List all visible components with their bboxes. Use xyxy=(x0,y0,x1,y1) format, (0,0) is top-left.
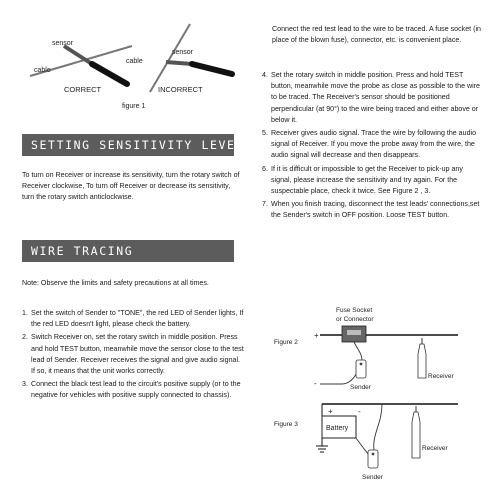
step-text: When you finish tracing, disconnect the test leads' connections,set the Sender's switch in OFF position. Loose TEST button. xyxy=(271,200,480,220)
step-text: Set the rotary switch in middle position. Press and hold TEST button, meanwhile move the probe as close as possible to the wire to be traced. The Receiver's sensor should be positioned perpendicular (at 90°) to the wire being traced and either above or below it. xyxy=(271,71,480,124)
step-number: 2. xyxy=(22,333,28,342)
fig2-plus: + xyxy=(314,331,319,340)
steps-right xyxy=(262,70,480,222)
connector-label: or Connector xyxy=(336,316,374,323)
figure-3-label: Figure 3 xyxy=(274,421,298,428)
step-item xyxy=(22,308,244,330)
step-number: 3. xyxy=(22,380,28,389)
figure-1 xyxy=(22,18,244,118)
correct-sensor-label: sensor xyxy=(52,40,74,47)
sensitivity-heading: SETTING SENSITIVITY LEVEL xyxy=(22,134,234,156)
step-text: If it is difficult or impossible to get the Receiver to pick-up any signal, please increase the sensitivity and try again. For the suspectable place, check it twice. See Figure 2 , 3. xyxy=(271,164,463,196)
right-intro: Connect the red test lead to the wire to be traced. A fuse socket (in place of the blown fuse), connector, etc. is convenient place. xyxy=(272,25,481,45)
correct-caption: CORRECT xyxy=(64,85,102,94)
fig3-minus: - xyxy=(358,407,361,416)
incorrect-cable-label: cable xyxy=(126,58,143,65)
step-number: 7. xyxy=(262,200,268,209)
fig2-red-lead xyxy=(354,342,362,360)
step-item xyxy=(22,379,244,401)
incorrect-caption: INCORRECT xyxy=(158,85,203,94)
figure-2-label: Figure 2 xyxy=(274,339,298,346)
step-item xyxy=(262,164,480,198)
correct-cable-label: cable xyxy=(34,67,51,74)
fig2-minus: - xyxy=(314,379,317,388)
fig3-red-lead xyxy=(374,404,382,450)
fuse-socket-label: Fuse Socket xyxy=(336,307,373,314)
fig2-sender-label: Sender xyxy=(350,384,371,391)
step-number: 1. xyxy=(22,309,28,317)
step-number: 6. xyxy=(262,164,268,173)
incorrect-sensor-probe xyxy=(166,62,192,64)
fig3-plus: + xyxy=(328,407,333,416)
step-item xyxy=(262,128,480,162)
fig2-receiver-label: Receiver xyxy=(428,373,454,380)
step-item xyxy=(22,332,244,377)
incorrect-sensor-label: sensor xyxy=(172,49,194,56)
step-text: Receiver gives audio signal. Trace the wire by following the audio signal of Receiver. If you move the probe away from the wire, the audio signal will decrease and then disappears. xyxy=(271,129,477,160)
step-number: 5. xyxy=(262,129,268,138)
step-item xyxy=(262,199,480,221)
receiver-icon xyxy=(418,344,426,378)
fig2-black-lead xyxy=(320,370,358,384)
incorrect-sensor-body xyxy=(192,64,232,74)
figure-2 xyxy=(262,302,480,394)
step-item xyxy=(262,70,480,126)
steps-left xyxy=(22,308,244,402)
figure-1-label: figure 1 xyxy=(122,103,146,110)
battery-label: Battery xyxy=(326,425,349,432)
fuse-socket-slot xyxy=(347,330,361,335)
wire-tracing-heading: WIRE TRACING xyxy=(22,240,234,262)
step-text: Connect the black test lead to the circuit's positive supply (or to the negative for vehicles with positive supply connected to chassis). xyxy=(31,380,241,400)
incorrect-cable xyxy=(150,24,190,92)
step-text: Switch Receiver on, set the rotary switch in middle position. Press and hold TEST button, meanwhile move the sensor close to the test lead of Sender. Receiver receives the signal and give audio signal. If so, it means that the unit works correctly. xyxy=(31,333,244,376)
sender-led-icon xyxy=(372,453,375,456)
sensitivity-text: To turn on Receiver or increase its sensitivity, turn the rotary switch of Receiver clockwise, To turn off Receiver or decrease its sensitivity, turn the rotary switch anticlockwise. xyxy=(22,171,240,202)
sender-led-icon xyxy=(360,363,363,366)
step-text: Set the switch of Sender to "TONE", the red LED of Sender lights, If the red LED doesn't light, please check the battery. xyxy=(31,309,244,329)
step-number: 4. xyxy=(262,71,268,79)
fig3-receiver-label: Receiver xyxy=(422,445,448,452)
receiver-icon xyxy=(412,412,420,458)
fig3-sender-label: Sender xyxy=(362,474,383,481)
tracing-note: Note: Observe the limits and safety precautions at all times. xyxy=(22,279,209,287)
figure-3 xyxy=(262,394,480,486)
correct-sensor-body xyxy=(92,64,127,84)
